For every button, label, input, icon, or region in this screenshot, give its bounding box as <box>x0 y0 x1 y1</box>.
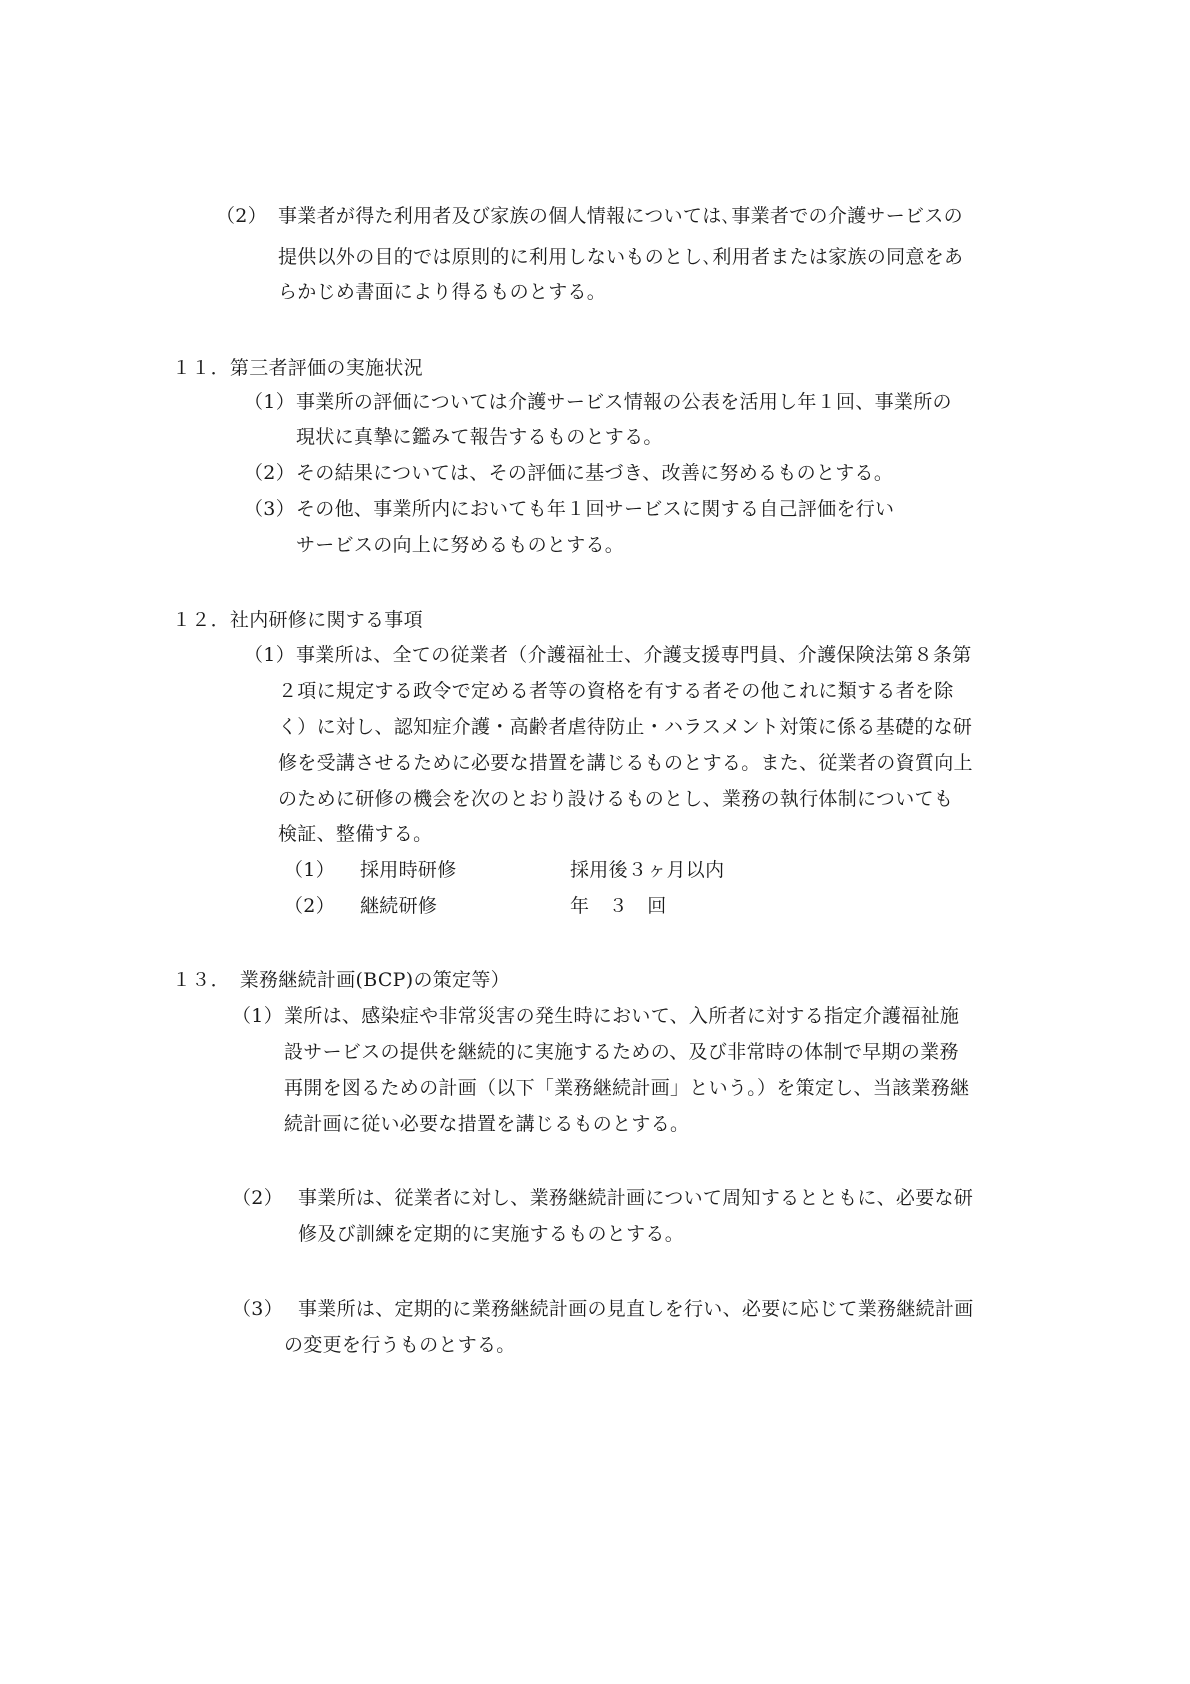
paragraph-line: のために研修の機会を次のとおり設けるものとし、業務の執行体制についても <box>278 788 954 810</box>
paragraph-line: 提供以外の目的では原則的に利用しないものとし､利用者または家族の同意をあ <box>278 246 964 268</box>
section-heading: １２．社内研修に関する事項 <box>172 609 423 631</box>
item-number: （2） <box>216 205 267 227</box>
item-number: （1） <box>232 1005 283 1027</box>
paragraph-line: 事業者が得た利用者及び家族の個人情報については､事業者での介護サービスの <box>278 205 963 227</box>
paragraph-line: 検証、整備する。 <box>278 823 433 845</box>
section-heading: １３． 業務継続計画(BCP)の策定等） <box>172 969 510 991</box>
paragraph-line: 事業所は、全ての従業者（介護福祉士、介護支援専門員、介護保険法第８条第 <box>296 644 972 666</box>
paragraph-line: 続計画に従い必要な措置を講じるものとする。 <box>284 1113 690 1135</box>
paragraph-line: ２項に規定する政令で定める者等の資格を有する者その他これに類する者を除 <box>278 680 954 702</box>
item-number: （2） <box>232 1187 283 1209</box>
paragraph-line: 設サービスの提供を継続的に実施するための、及び非常時の体制で早期の業務 <box>284 1041 959 1063</box>
section-heading: １１．第三者評価の実施状況 <box>172 357 423 379</box>
item-number: （1） <box>244 391 295 413</box>
paragraph-line: サービスの向上に努めるものとする。 <box>296 534 625 556</box>
training-timing: 年 ３ 回 <box>570 895 667 917</box>
training-name: 継続研修 <box>360 895 438 917</box>
paragraph-line: 修及び訓練を定期的に実施するものとする。 <box>298 1223 685 1245</box>
paragraph-line: 現状に真摯に鑑みて報告するものとする。 <box>296 426 663 448</box>
training-number: （2） <box>284 895 335 917</box>
item-number: （3） <box>232 1298 283 1320</box>
paragraph-line: く）に対し、認知症介護・高齢者虐待防止・ハラスメント対策に係る基礎的な研 <box>278 716 973 738</box>
paragraph-line: その他、事業所内においても年１回サービスに関する自己評価を行い <box>296 498 895 520</box>
training-number: （1） <box>284 859 335 881</box>
paragraph-line: その結果については、その評価に基づき、改善に努めるものとする。 <box>296 462 894 484</box>
paragraph-line: 業所は、感染症や非常災害の発生時において、入所者に対する指定介護福祉施 <box>284 1005 960 1027</box>
training-timing: 採用後３ヶ月以内 <box>570 859 725 881</box>
paragraph-line: 事業所は、定期的に業務継続計画の見直しを行い、必要に応じて業務継続計画 <box>298 1298 974 1320</box>
item-number: （1） <box>244 644 295 666</box>
paragraph-line: の変更を行うものとする。 <box>284 1334 516 1356</box>
item-number: （3） <box>244 498 295 520</box>
paragraph-line: らかじめ書面により得るものとする。 <box>278 281 607 303</box>
item-number: （2） <box>244 462 295 484</box>
training-name: 採用時研修 <box>360 859 457 881</box>
paragraph-line: 事業所は、従業者に対し、業務継続計画について周知するとともに、必要な研 <box>298 1187 974 1209</box>
paragraph-line: 事業所の評価については介護サービス情報の公表を活用し年１回、事業所の <box>296 391 952 413</box>
paragraph-line: 修を受講させるために必要な措置を講じるものとする。また、従業者の資質向上 <box>278 752 973 774</box>
paragraph-line: 再開を図るための計画（以下「業務継続計画」という。）を策定し、当該業務継 <box>284 1077 970 1099</box>
